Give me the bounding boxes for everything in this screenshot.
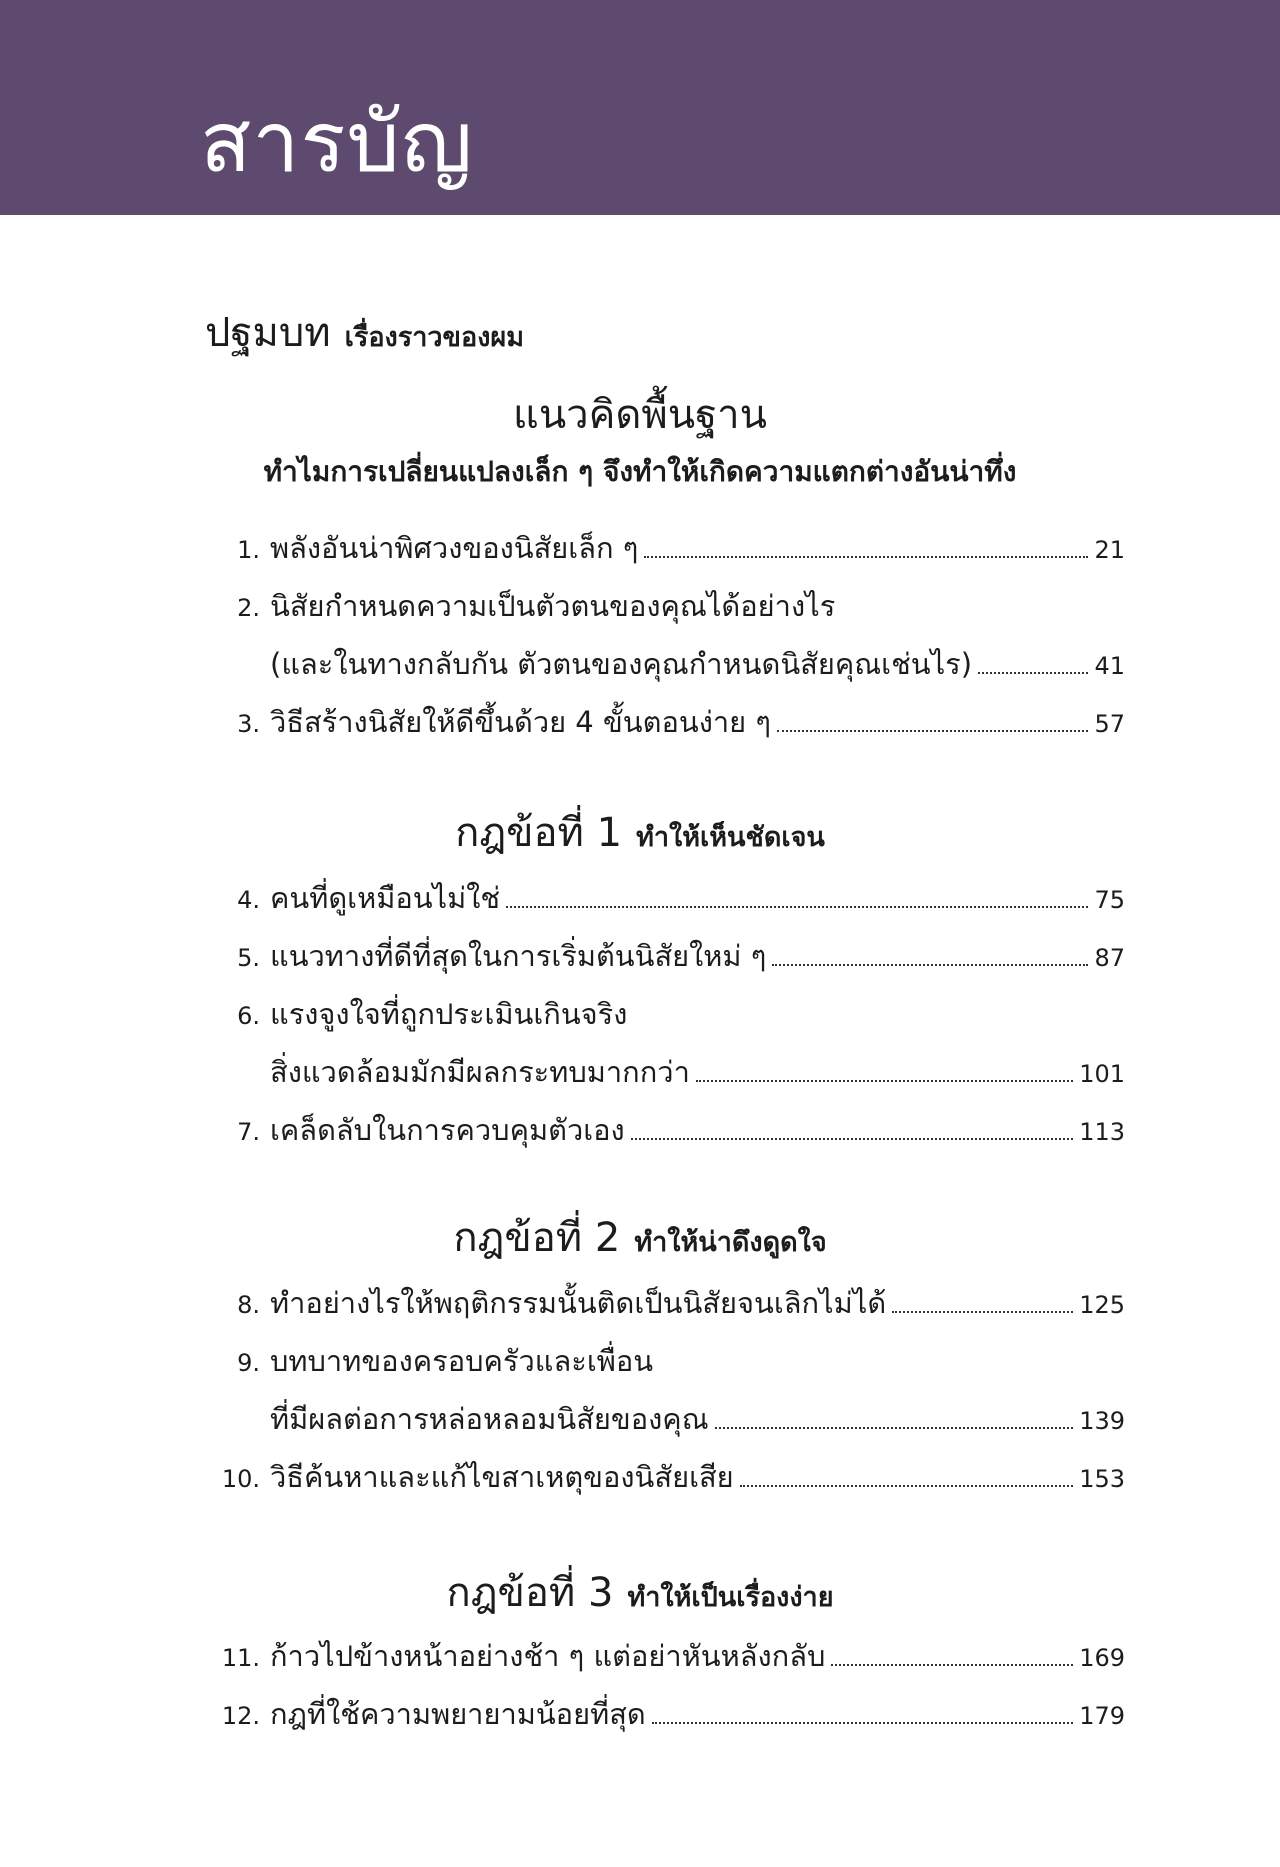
page-number: 179 [1079, 1702, 1125, 1730]
prologue-heading [205, 300, 524, 364]
toc-entry-8[interactable] [205, 1275, 1125, 1333]
part-heading-sub: ทำให้น่าดึงดูดใจ [634, 1227, 827, 1258]
toc-section-rule-2 [205, 1275, 1125, 1507]
page-number: 57 [1094, 710, 1125, 738]
dot-leader [892, 1311, 1073, 1313]
prologue-label: ปฐมบท [205, 310, 331, 356]
dot-leader [740, 1485, 1074, 1487]
page-number: 113 [1079, 1118, 1125, 1146]
chapter-number: 3. [237, 710, 260, 738]
toc-entry-6[interactable] [205, 986, 1125, 1044]
toc-entry-4[interactable] [205, 870, 1125, 928]
dot-leader [777, 730, 1089, 732]
chapter-title: บทบาทของครอบครัวและเพื่อน [270, 1344, 654, 1378]
chapter-number: 10. [221, 1465, 260, 1493]
page-number: 21 [1094, 536, 1125, 564]
chapter-number: 6. [237, 1002, 260, 1030]
toc-section-foundations [205, 520, 1125, 752]
header-band [0, 0, 1280, 215]
chapter-title-cont: (และในทางกลับกัน ตัวตนของคุณกำหนดนิสัยคุณเช่นไร) [270, 647, 973, 681]
chapter-title-cont: ที่มีผลต่อการหล่อหลอมนิสัยของคุณ [270, 1402, 709, 1436]
page-number: 41 [1094, 652, 1125, 680]
chapter-title: เคล็ดลับในการควบคุมตัวเอง [270, 1113, 625, 1147]
dot-leader [978, 672, 1088, 674]
part-heading-rule-1 [0, 800, 1280, 864]
toc-entry-5[interactable] [205, 928, 1125, 986]
chapter-title: คนที่ดูเหมือนไม่ใช่ [270, 881, 501, 915]
chapter-number: 8. [237, 1291, 260, 1319]
prologue-title: เรื่องราวของผม [344, 322, 525, 353]
page-number: 125 [1079, 1291, 1125, 1319]
toc-entry-2-cont[interactable] [205, 636, 1125, 694]
toc-entry-9[interactable] [205, 1333, 1125, 1391]
toc-section-rule-1 [205, 870, 1125, 1160]
toc-entry-9-cont[interactable] [205, 1391, 1125, 1449]
dot-leader [631, 1138, 1073, 1140]
chapter-title: วิธีค้นหาและแก้ไขสาเหตุของนิสัยเสีย [270, 1460, 734, 1494]
chapter-title: นิสัยกำหนดความเป็นตัวตนของคุณได้อย่างไร [270, 589, 836, 623]
page-number: 101 [1079, 1060, 1125, 1088]
chapter-number: 5. [237, 944, 260, 972]
toc-entry-12[interactable] [205, 1686, 1125, 1744]
toc-entry-2[interactable] [205, 578, 1125, 636]
chapter-title-cont: สิ่งแวดล้อมมักมีผลกระทบมากกว่า [270, 1055, 690, 1089]
toc-entry-6-cont[interactable] [205, 1044, 1125, 1102]
toc-entry-11[interactable] [205, 1628, 1125, 1686]
dot-leader [644, 556, 1088, 558]
part-heading-rule-3 [0, 1560, 1280, 1624]
part-heading-rule-2 [0, 1205, 1280, 1269]
toc-entry-3[interactable] [205, 694, 1125, 752]
chapter-number: 7. [237, 1118, 260, 1146]
page-number: 153 [1079, 1465, 1125, 1493]
toc-entry-10[interactable] [205, 1449, 1125, 1507]
chapter-title: ทำอย่างไรให้พฤติกรรมนั้นติดเป็นนิสัยจนเลิกไม่ได้ [270, 1286, 887, 1320]
chapter-number: 1. [237, 536, 260, 564]
part-heading-sub: ทำให้เป็นเรื่องง่าย [627, 1582, 834, 1613]
dot-leader [831, 1664, 1073, 1666]
part-heading-sub: ทำให้เห็นชัดเจน [636, 822, 825, 853]
chapter-title: พลังอันน่าพิศวงของนิสัยเล็ก ๆ [270, 531, 639, 565]
page-number: 139 [1079, 1407, 1125, 1435]
dot-leader [652, 1722, 1073, 1724]
dot-leader [772, 964, 1088, 966]
part-heading-foundations [0, 382, 1280, 446]
page-number: 75 [1094, 886, 1125, 914]
toc-entry-1[interactable] [205, 520, 1125, 578]
page-number: 87 [1094, 944, 1125, 972]
chapter-number: 2. [237, 594, 260, 622]
chapter-title: กฎที่ใช้ความพยายามน้อยที่สุด [270, 1697, 646, 1731]
chapter-number: 11. [221, 1644, 260, 1672]
chapter-number: 9. [237, 1349, 260, 1377]
part-heading-text: กฎข้อที่ 1 [455, 810, 623, 856]
part-subtitle-foundations: ทำไมการเปลี่ยนแปลงเล็ก ๆ จึงทำให้เกิดความแตกต่างอันน่าทึ่ง [263, 455, 1017, 488]
chapter-number: 12. [221, 1702, 260, 1730]
chapter-title: แนวทางที่ดีที่สุดในการเริ่มต้นนิสัยใหม่ ๆ [270, 939, 767, 973]
page-number: 169 [1079, 1644, 1125, 1672]
toc-section-rule-3 [205, 1628, 1125, 1744]
part-heading-text: แนวคิดพื้นฐาน [513, 392, 767, 438]
chapter-number: 4. [237, 886, 260, 914]
page-title: สารบัญ [200, 93, 474, 191]
dot-leader [506, 906, 1088, 908]
chapter-title: แรงจูงใจที่ถูกประเมินเกินจริง [270, 997, 628, 1031]
chapter-title: ก้าวไปข้างหน้าอย่างช้า ๆ แต่อย่าหันหลังกลับ [270, 1639, 826, 1673]
dot-leader [715, 1427, 1074, 1429]
chapter-title: วิธีสร้างนิสัยให้ดีขึ้นด้วย 4 ขั้นตอนง่าย ๆ [270, 705, 771, 739]
part-heading-text: กฎข้อที่ 3 [446, 1570, 614, 1616]
dot-leader [696, 1080, 1073, 1082]
toc-entry-7[interactable] [205, 1102, 1125, 1160]
part-heading-text: กฎข้อที่ 2 [453, 1215, 621, 1261]
